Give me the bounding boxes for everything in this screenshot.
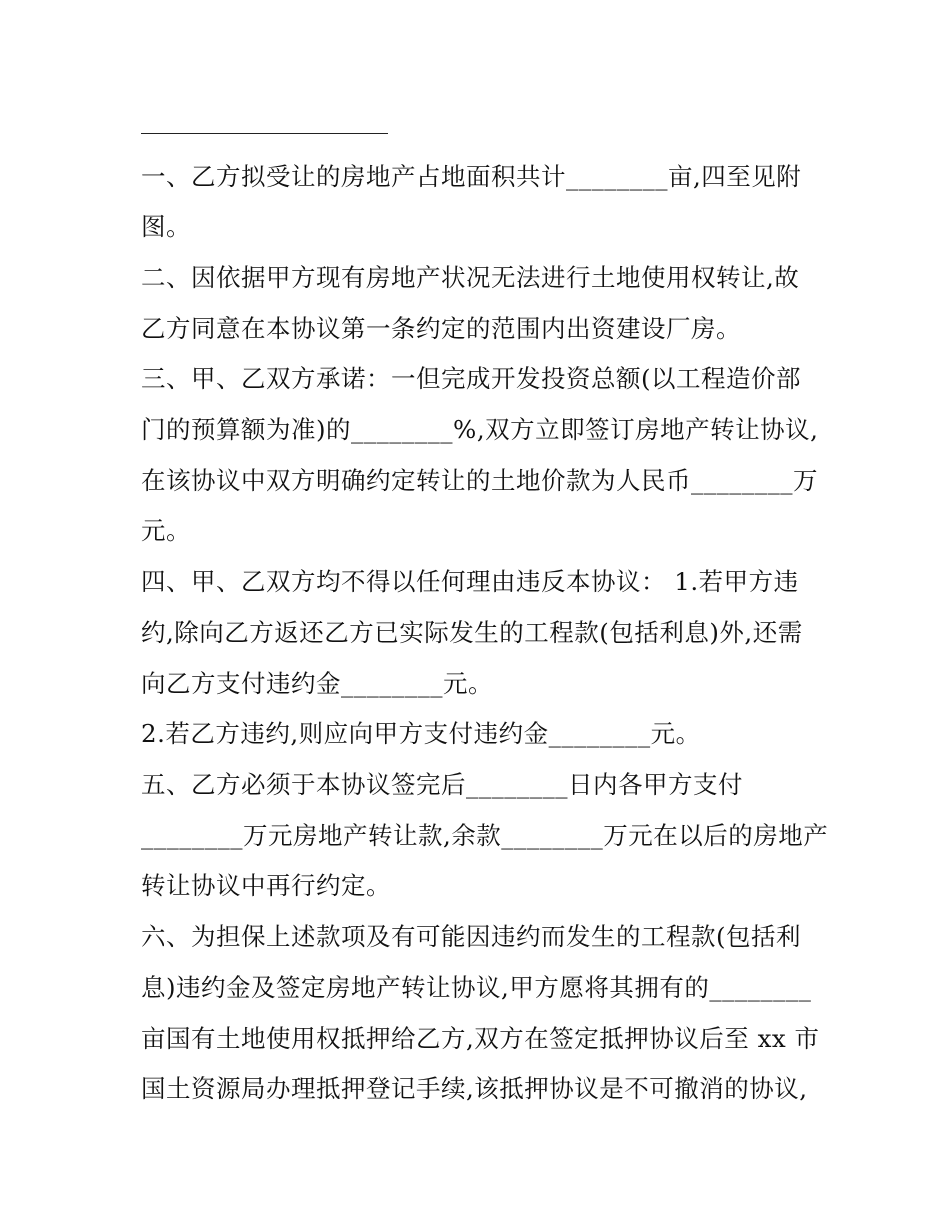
clause-3-line-2: 门的预算额为准)的________%,双方立即签订房地产转让协议, — [141, 415, 819, 444]
clause-4-line-1: 四、甲、乙双方均不得以任何理由违反本协议： 1.若甲方违 — [141, 567, 799, 596]
clause-6-line-4: 国土资源局办理抵押登记手续,该抵押协议是不可撤消的协议, — [141, 1074, 808, 1103]
clause-1-line-2: 图。 — [141, 212, 191, 241]
clause-3-line-4: 元。 — [141, 516, 191, 545]
clause-4-line-2: 约,除向乙方返还乙方已实际发生的工程款(包括利息)外,还需 — [141, 618, 803, 647]
clause-5-line-2: ________万元房地产转让款,余款________万元在以后的房地产 — [141, 821, 829, 850]
clause-3-line-3: 在该协议中双方明确约定转让的土地价款为人民币________万 — [141, 466, 818, 495]
clause-6-line-3: 亩国有土地使用权抵押给乙方,双方在签定抵押协议后至 xx 市 — [141, 1024, 820, 1053]
clause-4-item-2: 2.若乙方违约,则应向甲方支付违约金________元。 — [141, 719, 701, 748]
clause-1-line-1: 一、乙方拟受让的房地产占地面积共计________亩,四至见附 — [141, 162, 802, 191]
clause-5-line-3: 转让协议中再行约定。 — [141, 871, 391, 900]
clause-2-line-2: 乙方同意在本协议第一条约定的范围内出资建设厂房。 — [141, 314, 741, 343]
clause-3-line-1: 三、甲、乙双方承诺：一但完成开发投资总额(以工程造价部 — [141, 364, 802, 393]
clause-4-line-3: 向乙方支付违约金________元。 — [141, 669, 493, 698]
clause-2-line-1: 二、因依据甲方现有房地产状况无法进行土地使用权转让,故 — [141, 263, 800, 292]
clause-5-line-1: 五、乙方必须于本协议签完后________日内各甲方支付 — [141, 770, 743, 799]
clause-6-line-1: 六、为担保上述款项及有可能因违约而发生的工程款(包括利 — [141, 922, 802, 951]
blank-line — [141, 133, 388, 134]
clause-6-line-2: 息)违约金及签定房地产转让协议,甲方愿将其拥有的________ — [141, 973, 812, 1002]
